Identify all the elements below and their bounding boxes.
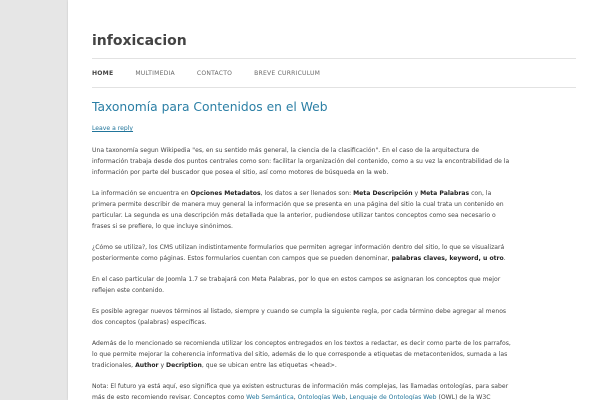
text: La información se encuentra en	[92, 190, 191, 197]
text: (OWL) de la W3C	[436, 394, 491, 400]
post-title[interactable]: Taxonomía para Contenidos en el Web	[92, 100, 328, 114]
bold-text: Meta Palabras	[420, 190, 470, 197]
text: y	[158, 362, 167, 369]
text: ¿Cómo se utiliza?, los CMS utilizan indistintamente formularios que permiten agregar información dentro del sitio, lo que se visualizará posteriormente como páginas. Estos formularios cuentan con campos que se pueden denominar,	[92, 244, 505, 262]
nav-item-breve-curriculum[interactable]: BREVE CURRICULUM	[254, 69, 321, 77]
link-ontologias-web[interactable]: Ontologías Web	[297, 394, 346, 400]
paragraph-1: Una taxonomía segun Wikipedia "es, en su sentido más general, la ciencia de la clasificación". En el caso de la arquitectura de información trabaja desde dos puntos centrales como son: facilitar la organización del contenido, como a su vez la encontrabilidad de la información por parte del buscador que posea el sitio, así como motores de búsqueda en la web.	[92, 147, 510, 176]
page-container	[68, 0, 600, 400]
site-title[interactable]: infoxicacion	[92, 33, 187, 49]
bold-text: Meta Descripción	[353, 190, 413, 197]
bold-text: palabras claves, keyword, u otro	[391, 255, 504, 262]
text: Además de lo mencionado se recomienda utilizar los conceptos entregados en los textos a redactar, es decir como parte de los parrafos, lo que permite mejorar la coherencia informativa del sitio, además de lo que corresponde a etiquetas de metacontenidos, sumada a las tradicionales,	[92, 340, 511, 369]
text: ,	[293, 394, 298, 400]
paragraph-3	[92, 242, 512, 264]
bold-text: Opciones Metadatos	[190, 190, 261, 197]
text: con, la primera permite describir de manera muy general la información que se presenta en una página del sitio la cual trata un contenido en particular. La segunda es una descripción más detallada que la anterior, pudiendose utilizar tantos conceptos como sea necesario o frases si se prefiere, lo que incluye sinónimos.	[92, 190, 504, 230]
nav-item-home[interactable]: HOME	[92, 69, 114, 77]
bold-text: Decription	[166, 362, 202, 369]
paragraph-2	[92, 188, 512, 232]
link-web-semantica[interactable]: Web Semántica	[246, 394, 294, 400]
text: Nota: El futuro ya está aquí, eso significa que ya existen estructuras de información más complejas, las llamadas ontologías, para saber más de esto recomiendo revisar. Conceptos como	[92, 383, 509, 400]
text: ,	[345, 394, 350, 400]
paragraph-7	[92, 381, 512, 400]
leave-reply-link[interactable]: Leave a reply	[92, 125, 134, 132]
nav-item-contacto[interactable]: CONTACTO	[196, 69, 233, 77]
paragraph-4: En el caso particular de Joomla 1.7 se trabajará con Meta Palabras, por lo que en estos campos se asignaran los conceptos que mejor reflejen este contenido.	[92, 276, 501, 294]
text: .	[503, 255, 506, 262]
paragraph-5: Es posible agregar nuevos términos al listado, siempre y cuando se cumpla la siguiente regla, por cada término debe agregar al menos dos conceptos (palabras) específicas.	[92, 308, 507, 326]
main-navigation	[92, 58, 576, 88]
text: , los datos a ser llenados son:	[260, 190, 354, 197]
link-lenguaje-ontologias-web[interactable]: Lenguaje de Ontologías Web	[349, 394, 437, 400]
post-content	[92, 145, 512, 400]
text: y	[412, 190, 421, 197]
paragraph-6	[92, 338, 512, 371]
nav-item-multimedia[interactable]: MULTIMEDIA	[135, 69, 175, 77]
text: , que se ubican entre las etiquetas <head>.	[201, 362, 337, 369]
bold-text: Author	[135, 362, 159, 369]
